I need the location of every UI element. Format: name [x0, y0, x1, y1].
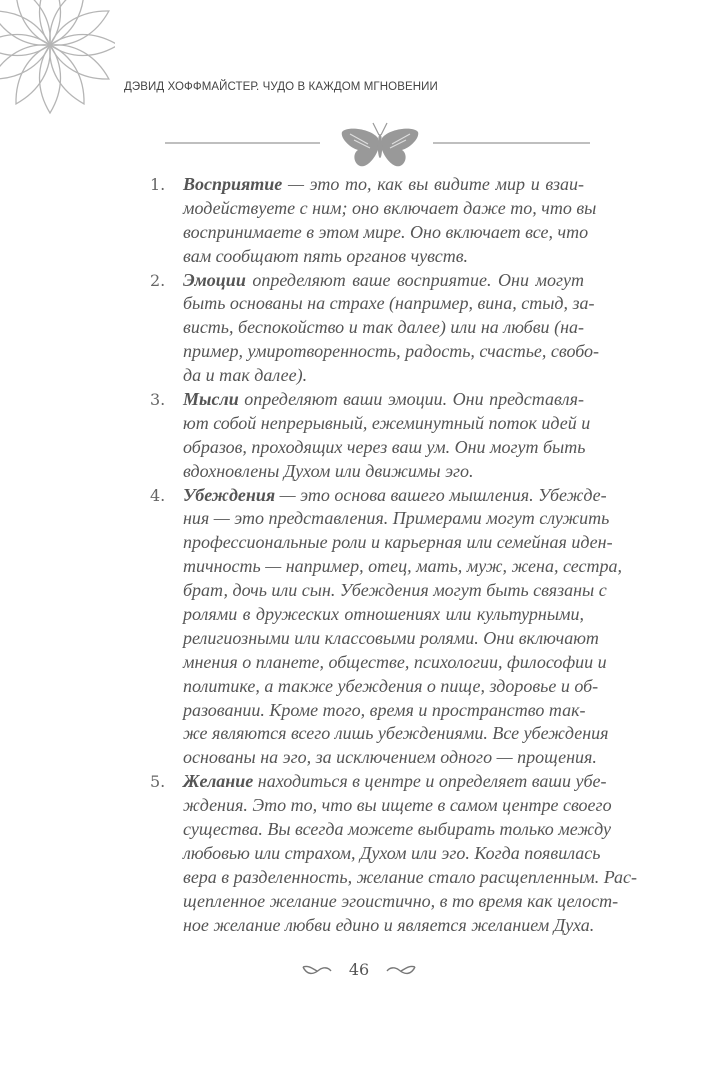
- line-text: вам сообщают пять органов чувств.: [183, 245, 469, 266]
- list-item-line: [150, 436, 584, 460]
- list-item-line: [150, 460, 584, 484]
- item-number: 3.: [150, 390, 166, 410]
- item-number: 4.: [150, 485, 166, 505]
- line-text: да и так далее).: [183, 365, 308, 386]
- numbered-list: [150, 173, 638, 938]
- page-number: 46: [348, 960, 370, 979]
- list-item-line: [150, 842, 601, 866]
- line-text: ют собой непрерывный, ежеминутный поток идей и: [183, 412, 591, 433]
- line-text: определяют ваше восприятие. Они могут: [245, 269, 584, 290]
- line-text: ждения. Это то, что вы ищете в самом центре своего: [183, 795, 612, 816]
- line-text: воспринимаете в этом мире. Оно включает все, что: [183, 221, 589, 242]
- butterfly-icon: [342, 123, 419, 166]
- list-item-line: [150, 890, 619, 914]
- list-item-line: [150, 627, 599, 651]
- list-item: [150, 269, 584, 293]
- line-text: же являются всего лишь убеждениями. Все убеждения: [183, 723, 609, 744]
- line-text: — это основа вашего мышления. Убежде-: [275, 484, 607, 505]
- list-item-line: [150, 746, 597, 770]
- list-item-line: [150, 340, 600, 364]
- line-text: ния — это представления. Примерами могут служить: [183, 508, 610, 529]
- divider-ornament: [160, 118, 600, 170]
- list-item-line: [150, 699, 584, 723]
- list-item-line: [150, 866, 638, 890]
- flower-petal: [7, 40, 59, 109]
- line-text: тичность — например, отец, мать, муж, жена, сестра,: [183, 556, 622, 577]
- flower-ornament-icon: [0, 0, 115, 120]
- item-number: 5.: [150, 772, 166, 792]
- list-item-line: [150, 316, 584, 340]
- item-term: Эмоции: [183, 269, 246, 290]
- line-text: находиться в центре и определяет ваши убе-: [253, 771, 607, 792]
- line-text: модействуете с ним; оно включает даже то, что вы: [183, 197, 597, 218]
- list-item: [150, 484, 607, 508]
- line-text: щепленное желание эгоистично, в то время как целост-: [183, 890, 619, 911]
- line-text: брат, дочь или сын. Убеждения могут быть связаны с: [183, 580, 607, 601]
- swash-icon: [301, 963, 333, 977]
- line-text: ное желание любви едино и является желанием Духа.: [183, 914, 595, 935]
- list-item-line: [150, 245, 584, 269]
- item-term: Восприятие: [183, 174, 283, 194]
- item-number: 2.: [150, 270, 166, 290]
- line-text: висть, беспокойство и так далее) или на любви (на-: [183, 317, 584, 338]
- list-item-line: [150, 412, 591, 436]
- page-footer: [0, 960, 718, 979]
- line-text: определяют ваши эмоции. Они представля-: [238, 389, 584, 410]
- list-item-line: [150, 555, 622, 579]
- list-item-line: [150, 531, 613, 555]
- line-text: вдохновлены Духом или движимы эго.: [183, 460, 474, 481]
- line-text: — это то, как вы видите мир и взаи-: [282, 174, 584, 194]
- list-item-line: [150, 914, 595, 938]
- list-item-line: [150, 221, 589, 245]
- flower-petal: [45, 2, 114, 54]
- line-text: пример, умиротворенность, радость, счастье, свобо-: [183, 341, 600, 362]
- swash-icon: [385, 963, 417, 977]
- flower-petal: [45, 36, 114, 88]
- list-item-line: [150, 794, 612, 818]
- line-text: вера в разделенность, желание стало расщепленным. Рас-: [183, 866, 638, 887]
- line-text: любовью или страхом, Духом или эго. Когда появилась: [183, 842, 601, 863]
- list-item: [150, 770, 607, 794]
- line-text: мнения о планете, обществе, психологии, философии и: [183, 651, 607, 672]
- running-header: ДЭВИД ХОФФМАЙСТЕР. ЧУДО В КАЖДОМ МГНОВЕНИИ: [124, 81, 438, 93]
- item-term: Желание: [183, 771, 254, 792]
- item-term: Мысли: [183, 389, 239, 410]
- list-item-line: [150, 364, 584, 388]
- list-item-line: [150, 507, 610, 531]
- line-text: существа. Вы всегда можете выбирать только между: [183, 819, 611, 840]
- line-text: религиозными или классовыми ролями. Они включают: [183, 627, 599, 648]
- line-text: быть основаны на страхе (например, вина, стыд, за-: [183, 293, 595, 314]
- line-text: ролями в дружеских отношениях или культурными,: [183, 604, 584, 625]
- list-item-line: [150, 818, 611, 842]
- line-text: образов, проходящих через ваш ум. Они могут быть: [183, 436, 586, 457]
- line-text: основаны на эго, за исключением одного — прощения.: [183, 747, 597, 768]
- list-item-line: [150, 603, 584, 627]
- list-item: [150, 388, 584, 412]
- line-text: политике, а также убеждения о пище, здоровье и об-: [183, 675, 599, 696]
- list-item-line: [150, 579, 607, 603]
- item-term: Убеждения: [183, 484, 276, 505]
- list-item: [150, 173, 584, 197]
- item-number: 1.: [150, 175, 166, 194]
- list-item-line: [150, 197, 597, 221]
- line-text: профессиональные роли и карьерная или семейная иден-: [183, 532, 613, 553]
- line-text: разовании. Кроме того, время и пространство так-: [183, 699, 586, 720]
- list-item-line: [150, 675, 599, 699]
- list-item-line: [150, 722, 609, 746]
- flower-petal: [41, 40, 93, 109]
- list-item-line: [150, 651, 607, 675]
- list-item-line: [150, 292, 595, 316]
